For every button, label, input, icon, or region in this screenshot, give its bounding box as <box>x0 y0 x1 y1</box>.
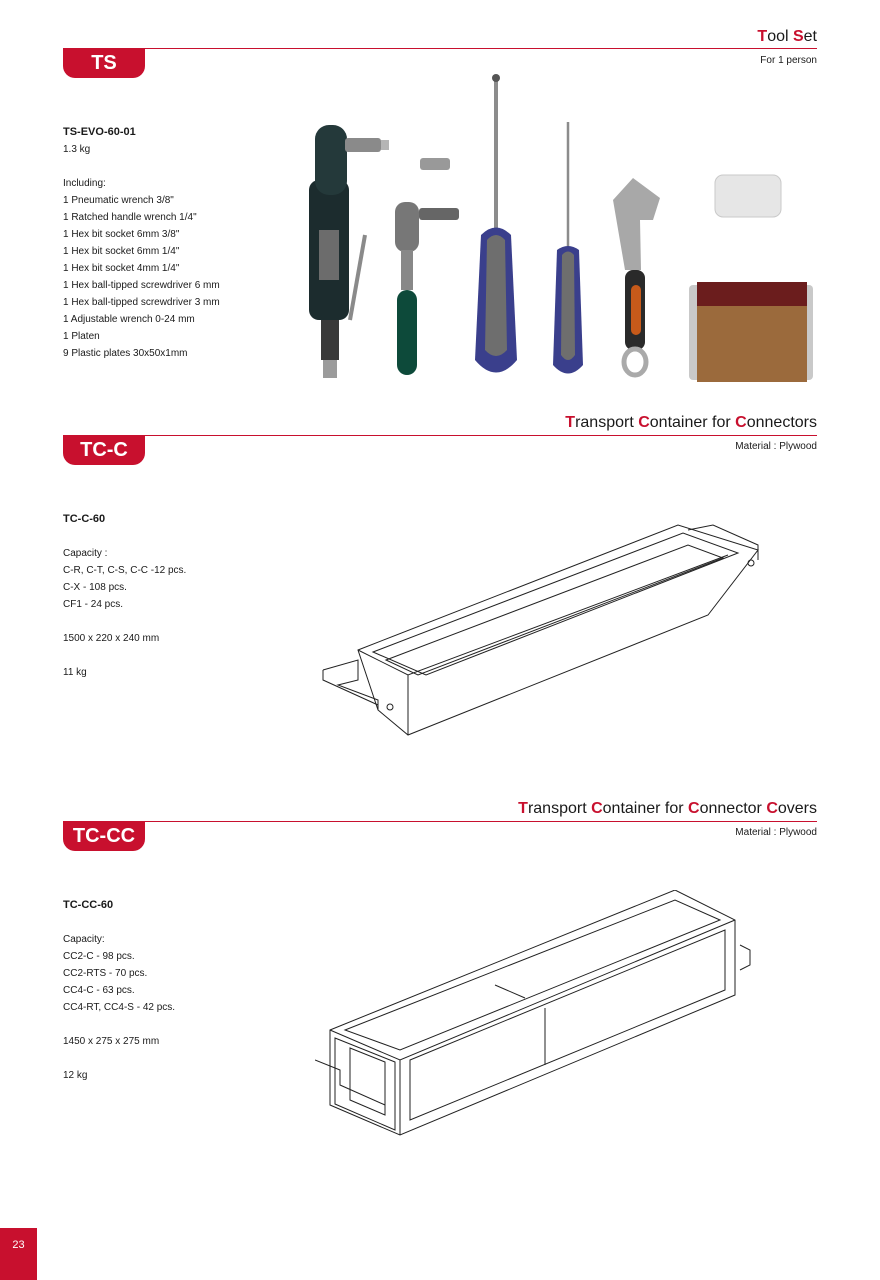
tcc-rule <box>63 435 817 436</box>
product-weight: 12 kg <box>63 1070 88 1081</box>
title-capital: C <box>638 414 650 431</box>
list-item: CC2-C - 98 pcs. <box>63 951 135 962</box>
capacity-label: Capacity: <box>63 934 105 945</box>
list-item: 1 Hex ball-tipped screwdriver 3 mm <box>63 297 220 308</box>
ts-specs <box>63 124 220 362</box>
tool-set-photo <box>295 70 825 385</box>
title-capital: C <box>735 414 747 431</box>
pneumatic-wrench-image <box>309 125 389 378</box>
tccc-rule <box>63 821 817 822</box>
screwdriver-6mm-image <box>475 74 517 373</box>
product-code: TS-EVO-60-01 <box>63 126 136 138</box>
title-text: ransport <box>575 414 639 431</box>
list-item: 1 Adjustable wrench 0-24 mm <box>63 314 195 325</box>
list-item: C-X - 108 pcs. <box>63 582 127 593</box>
list-item: 1 Pneumatic wrench 3/8" <box>63 195 174 206</box>
title-text: ontainer for <box>602 800 689 817</box>
title-capital: C <box>688 800 700 817</box>
list-item: 9 Plastic plates 30x50x1mm <box>63 348 188 359</box>
title-capital: T <box>565 414 576 431</box>
capacity-label: Capacity : <box>63 548 108 559</box>
ts-tab: TS <box>63 48 145 78</box>
title-capital: T <box>518 800 528 817</box>
tccc-capacity-list <box>63 948 175 1016</box>
list-item: 1 Hex ball-tipped screwdriver 6 mm <box>63 280 220 291</box>
product-dimensions: 1450 x 275 x 275 mm <box>63 1036 160 1047</box>
platen-image <box>689 282 813 382</box>
ts-title <box>757 28 817 46</box>
socket-image <box>420 158 450 170</box>
list-item: C-R, C-T, C-S, C-C -12 pcs. <box>63 565 187 576</box>
list-item: 1 Hex bit socket 6mm 1/4" <box>63 246 180 257</box>
title-text: onnector <box>699 800 767 817</box>
including-label: Including: <box>63 178 106 189</box>
list-item: CC4-RT, CC4-S - 42 pcs. <box>63 1002 176 1013</box>
list-item: 1 Hex bit socket 4mm 1/4" <box>63 263 180 274</box>
tcc-tab: TC-C <box>63 435 145 465</box>
product-weight: 11 kg <box>63 667 87 678</box>
connector-cover-container-drawing <box>315 890 755 1140</box>
adjustable-wrench-image <box>613 178 660 375</box>
list-item: CC2-RTS - 70 pcs. <box>63 968 148 979</box>
title-capital: S <box>792 28 804 45</box>
title-capital: T <box>757 28 768 45</box>
title-text: ool <box>767 28 793 45</box>
title-text: overs <box>777 800 817 817</box>
tcc-title <box>565 414 817 432</box>
plastic-plates-image <box>715 175 781 217</box>
ts-subtitle: For 1 person <box>760 55 817 66</box>
list-item: 1 Platen <box>63 331 100 342</box>
page-number: 23 <box>0 1228 37 1280</box>
ts-item-list <box>63 192 220 362</box>
tccc-subtitle: Material : Plywood <box>735 827 817 838</box>
tcc-specs <box>63 511 186 681</box>
product-code: TC-C-60 <box>63 513 106 525</box>
product-dimensions: 1500 x 220 x 240 mm <box>63 633 160 644</box>
list-item: CF1 - 24 pcs. <box>63 599 124 610</box>
title-text: onnectors <box>746 414 817 431</box>
title-capital: C <box>591 800 603 817</box>
list-item: 1 Ratched handle wrench 1/4" <box>63 212 197 223</box>
title-text: ontainer for <box>649 414 736 431</box>
tcc-subtitle: Material : Plywood <box>735 441 817 452</box>
product-weight: 1.3 kg <box>63 144 91 155</box>
tcc-capacity-list <box>63 562 186 613</box>
title-text: ransport <box>527 800 592 817</box>
connector-container-drawing <box>318 515 768 740</box>
title-text: et <box>803 28 817 45</box>
list-item: 1 Hex bit socket 6mm 3/8" <box>63 229 180 240</box>
tccc-title <box>518 800 817 818</box>
screwdriver-3mm-image <box>553 122 583 374</box>
product-code: TC-CC-60 <box>63 899 114 911</box>
list-item: CC4-C - 63 pcs. <box>63 985 135 996</box>
tccc-specs <box>63 897 175 1084</box>
tccc-tab: TC-CC <box>63 821 145 851</box>
ratchet-wrench-image <box>395 202 459 375</box>
title-capital: C <box>766 800 778 817</box>
ts-rule <box>63 48 817 49</box>
